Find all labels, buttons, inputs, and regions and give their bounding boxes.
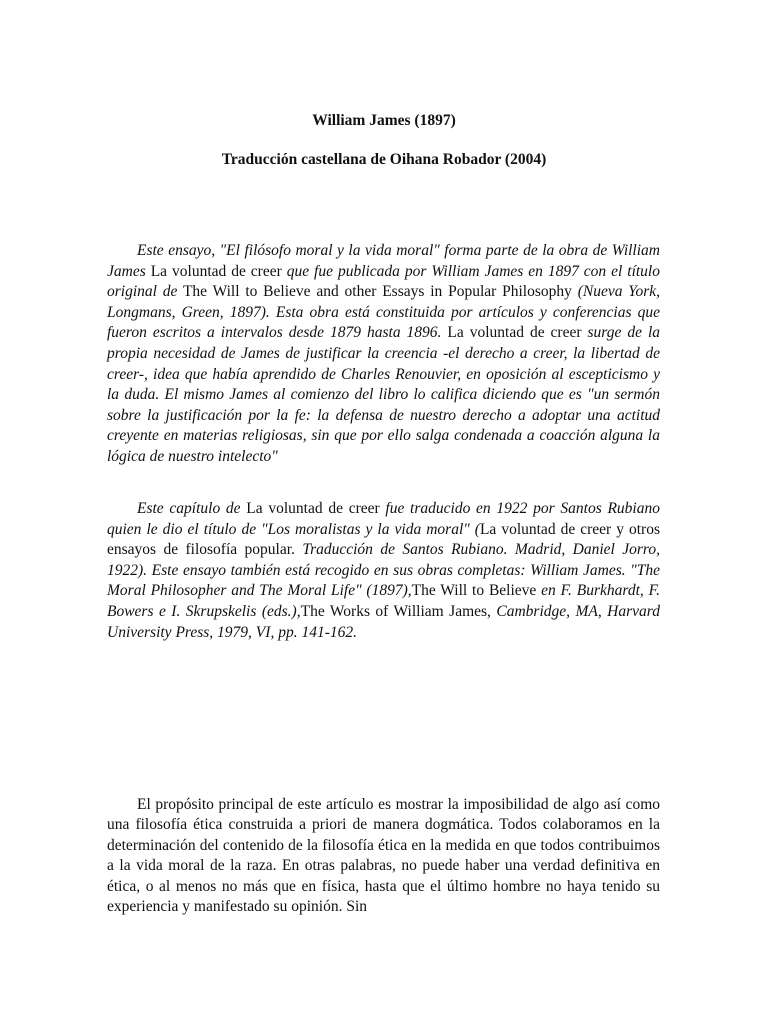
note-translated-title: La voluntad de creer y otros ensayos de filosofía popular. bbox=[107, 520, 661, 559]
book-title-spanish-2: La voluntad de creer bbox=[441, 324, 588, 342]
note-text-3: Traducción de Santos Rubiano. Madrid, Daniel Jorro, 1922). Este ensayo también está recogido en sus obras completas: William James. "The Moral Philosopher and The Moral Life" (1897), bbox=[107, 541, 660, 600]
book-title-spanish: La voluntad de creer bbox=[145, 262, 287, 280]
note-will-to-believe: The Will to Believe bbox=[411, 582, 542, 600]
document-title: William James (1897) bbox=[312, 112, 456, 129]
note-text-1: Este capítulo de bbox=[137, 500, 241, 517]
intro-text-1: Este ensayo, "El filósofo moral y la vida moral" forma parte de la obra de William James bbox=[107, 242, 660, 280]
book-title-english: The Will to Believe and other Essays in Popular Philosophy bbox=[177, 283, 578, 301]
intro-text-4: surge de la propia necesidad de James de justificar la creencia -el derecho a creer, la libertad de creer-, idea que había aprendido de Charles Renouvier, en oposición al escepticismo y la duda. El mismo James al comienzo del libro lo califica diciendo que es "un sermón sobre la justificación por la fe: la defensa de nuestro derecho a adoptar una actitud creyente en materias religiosas, sin que por ello salga condenada a coacción alguna la lógica de nuestro intelecto" bbox=[107, 324, 661, 465]
intro-text-2: que fue publicada por William James en 1897 con el título original de bbox=[107, 262, 660, 301]
note-works-title: The Works of William James, bbox=[300, 602, 497, 620]
note-editors: en F. Burkhardt, F. Bowers e I. Skrupskelis (eds.), bbox=[107, 582, 660, 620]
intro-text-3: (Nueva York, Longmans, Green, 1897). Esta obra está constituida por artículos y conferencias que fueron escritos a intervalos desde 1879 hasta 1896. bbox=[107, 283, 660, 342]
note-book-title: La voluntad de creer bbox=[240, 500, 386, 517]
translation-note-paragraph bbox=[107, 499, 660, 643]
intro-paragraph bbox=[107, 241, 660, 468]
body-paragraph: El propósito principal de este artículo es mostrar la imposibilidad de algo así como una filosofía ética construida a priori de manera dogmática. Todos colaboramos en la determinación del contenido de la filosofía ética en la medida en que todos contribuimos a la vida moral de la raza. En otras palabras, no puede haber una verdad definitiva en ética, o al menos no más que en física, hasta que el último hombre no haya tenido su experiencia y manifestado su opinión. Sin bbox=[107, 796, 660, 916]
note-text-2: fue traducido en 1922 por Santos Rubiano quien le dio el título de "Los moralistas y la vida moral" ( bbox=[107, 500, 660, 538]
note-publisher: Cambridge, MA, Harvard University Press, 1979, VI, pp. 141-162. bbox=[107, 602, 660, 641]
document-subtitle: Traducción castellana de Oihana Robador (2004) bbox=[221, 151, 547, 168]
